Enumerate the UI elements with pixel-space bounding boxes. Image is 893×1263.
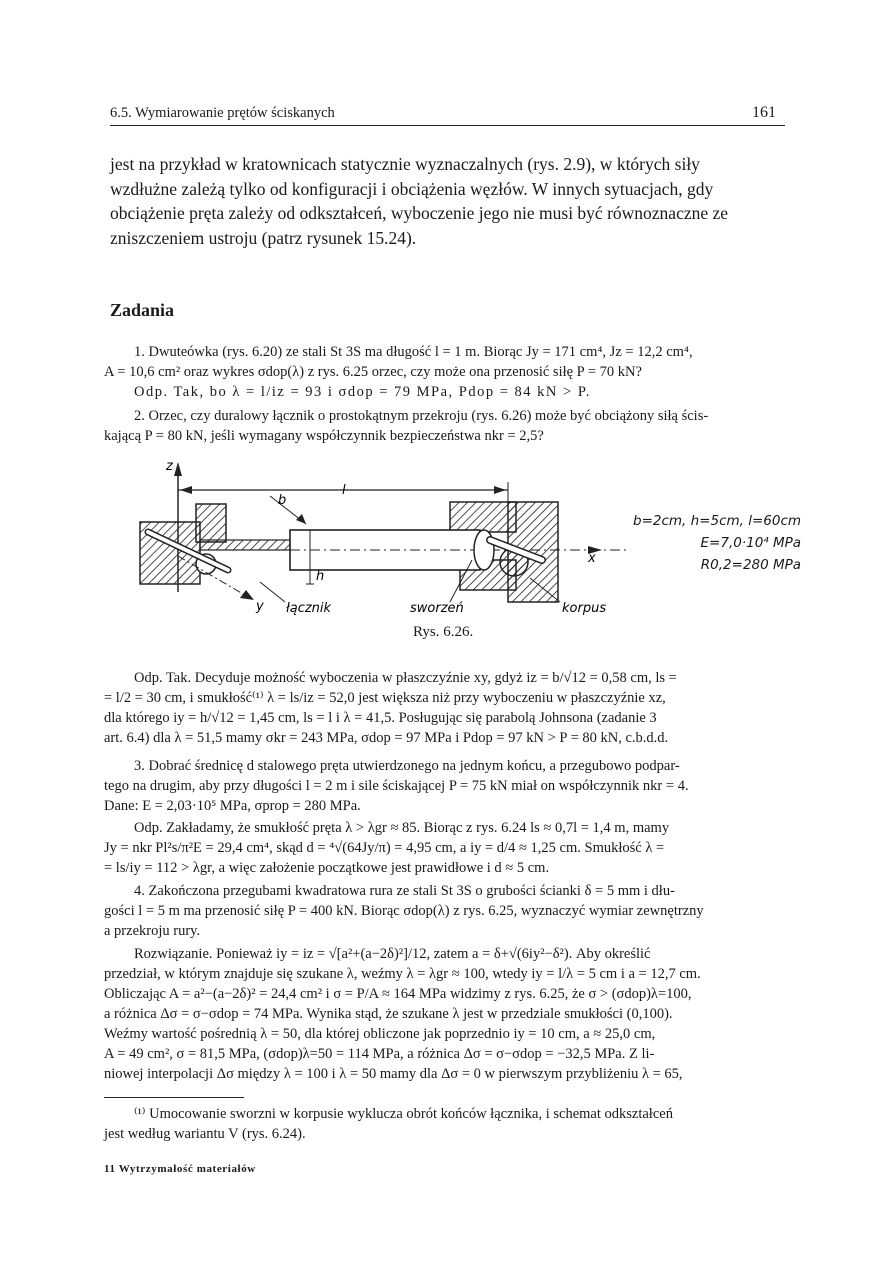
param-yield: R0,2=280 MPa [700, 557, 802, 573]
leader-lacznik [260, 582, 285, 602]
task-line: 2. Orzec, czy duralowy łącznik o prostokątnym przekroju (rys. 6.26) może być obciążony siłą ścis- [134, 408, 709, 424]
solution-line: Weźmy wartość pośrednią λ = 50, dla której obliczone jak poprzednio iy = 10 cm, a ≈ 25,0 cm, [104, 1026, 656, 1042]
figure-caption: Rys. 6.26. [413, 624, 474, 640]
label-sworzen: sworzeń [410, 601, 464, 616]
task-line: A = 10,6 cm² oraz wykres σdop(λ) z rys. 6.25 orzec, czy może ona przenosić siłę P = 70 kN? [104, 364, 642, 380]
answer-line: = l/2 = 30 cm, i smukłość⁽¹⁾ λ = ls/iz = 52,0 jest większa niż przy wyboczeniu w płaszczyźnie xz, [104, 690, 666, 706]
solution-line: niowej interpolacji Δσ między λ = 100 i λ = 50 mamy dla Δσ = 0 w pierwszym przybliżeniu λ = 65, [104, 1066, 683, 1082]
answer-3 [104, 818, 787, 878]
footnote-rule [104, 1097, 244, 1098]
task-line: Dane: E = 2,03·10⁵ MPa, σprop = 280 MPa. [104, 798, 361, 814]
intro-line: obciążenie pręta zależy od odkształceń, wyboczenie jego nie musi być równoznaczne ze [110, 203, 729, 223]
section-heading: Zadania [110, 300, 175, 320]
task-line: 3. Dobrać średnicę d stalowego pręta utwierdzonego na jednym końcu, a przegubowo podpar- [134, 758, 680, 774]
h-label: h [316, 569, 325, 584]
task-line: gości l = 5 m ma przenosić siłę P = 400 kN. Biorąc σdop(λ) z rys. 6.25, wyznaczyć wymiar zewnętrzny [104, 903, 704, 919]
signature-footer: 11 Wytrzymałość materiałów [104, 1163, 256, 1175]
answer-line: = ls/iy = 112 > λgr, a więc założenie początkowe jest prawidłowe i d ≈ 5 cm. [104, 860, 550, 876]
x-axis-label: x [588, 551, 596, 566]
solution-line: a różnica Δσ = σ−σdop = 74 MPa. Wynika stąd, że szukane λ jest w przedziale smukłości (0,100). [104, 1006, 673, 1022]
task-3 [104, 756, 787, 816]
answer-line: Odp. Tak. Decyduje możność wyboczenia w płaszczyźnie xy, gdyż iz = b/√12 = 0,58 cm, ls = [134, 670, 677, 686]
footnote-line: ⁽¹⁾ Umocowanie sworzni w korpusie wyklucza obrót końców łącznika, i schemat odkształceń [134, 1106, 673, 1122]
figure-6-26 [110, 452, 630, 624]
solution-line: Obliczając A = a²−(a−2δ)² = 24,4 cm² i σ = P/A ≈ 164 MPa widzimy z rys. 6.25, że σ > (σdop)λ=100, [104, 986, 692, 1002]
label-lacznik: łącznik [286, 601, 332, 616]
solution-line: przedział, w którym znajduje się szukane λ, weźmy λ = λgr ≈ 100, wtedy iy = l/λ = 5 cm i a = 12,7 cm. [104, 966, 701, 982]
solution-line: A = 49 cm², σ = 81,5 MPa, (σdop)λ=50 = 114 MPa, a różnica Δσ = σ−σdop = −32,5 MPa. Z li- [104, 1046, 655, 1062]
intro-line: jest na przykład w kratownicach statycznie wyznaczalnych (rys. 2.9), w których siły [110, 154, 700, 174]
task-line: 1. Dwuteówka (rys. 6.20) ze stali St 3S ma długość l = 1 m. Biorąc Jy = 171 cm⁴, Jz = 12,2 cm⁴, [134, 344, 693, 360]
intro-line: wzdłużne zależą tylko od konfiguracji i obciążenia węzłów. W innych sytuacjach, gdy [110, 178, 714, 199]
header-rule [110, 125, 785, 126]
footnote-line: jest według wariantu V (rys. 6.24). [104, 1126, 306, 1142]
length-label: l [342, 483, 346, 498]
param-modulus: E=7,0·10⁴ MPa [700, 535, 802, 551]
answer-line: Odp. Tak, bo λ = l/iz = 93 i σdop = 79 MPa, Pdop = 84 kN > P. [134, 384, 591, 400]
intro-line: zniszczeniem ustroju (patrz rysunek 15.24). [110, 227, 417, 248]
answer-2 [104, 668, 787, 748]
figure-parameters [633, 510, 801, 576]
intro-paragraph [110, 152, 787, 250]
answer-line: Odp. Zakładamy, że smukłość pręta λ > λgr ≈ 85. Biorąc z rys. 6.24 ls ≈ 0,7l = 1,4 m, mamy [134, 820, 670, 836]
task-4 [104, 881, 787, 941]
y-axis-label: y [256, 599, 264, 614]
footnote [104, 1104, 787, 1144]
answer-line: Jy = nkr Pl²s/π²E = 29,4 cm⁴, skąd d = ⁴√(64Jy/π) = 4,95 cm, a iy = d/4 ≈ 1,25 cm. Smukłość λ = [104, 840, 665, 856]
solution-4 [104, 944, 787, 1084]
b-label: b [278, 493, 287, 508]
answer-line: dla którego iy = h/√12 = 1,45 cm, ls = l i λ = 41,5. Posługując się parabolą Johnsona (zadanie 3 [104, 710, 657, 726]
task-line: a przekroju rury. [104, 923, 201, 939]
task-line: 4. Zakończona przegubami kwadratowa rura ze stali St 3S o grubości ścianki δ = 5 mm i dłu- [134, 883, 675, 899]
dimension-b [270, 493, 306, 524]
task-1 [104, 342, 787, 402]
task-2 [104, 406, 787, 446]
running-header-title: 6.5. Wymiarowanie prętów ściskanych [110, 105, 335, 121]
page-number: 161 [752, 104, 776, 121]
z-axis-label: z [166, 459, 173, 474]
dimension-h [306, 569, 324, 584]
answer-line: art. 6.4) dla λ = 51,5 mamy σkr = 243 MPa, σdop = 97 MPa i Pdop = 97 kN > P = 80 kN, c.b.d.d. [104, 730, 669, 746]
label-korpus: korpus [562, 601, 607, 616]
connector-body [200, 530, 630, 570]
task-line: tego na drugim, aby przy długości l = 2 m i sile ściskającej P = 75 kN miał on współczynnik nkr = 4. [104, 778, 689, 794]
param-dimensions: b=2cm, h=5cm, l=60cm [633, 513, 802, 529]
solution-line: Rozwiązanie. Ponieważ iy = iz = √[a²+(a−2δ)²]/12, zatem a = δ+√(6iy²−δ²). Aby określić [134, 946, 651, 962]
task-line: kającą P = 80 kN, jeśli wymagany współczynnik bezpieczeństwa nkr = 2,5? [104, 428, 544, 444]
